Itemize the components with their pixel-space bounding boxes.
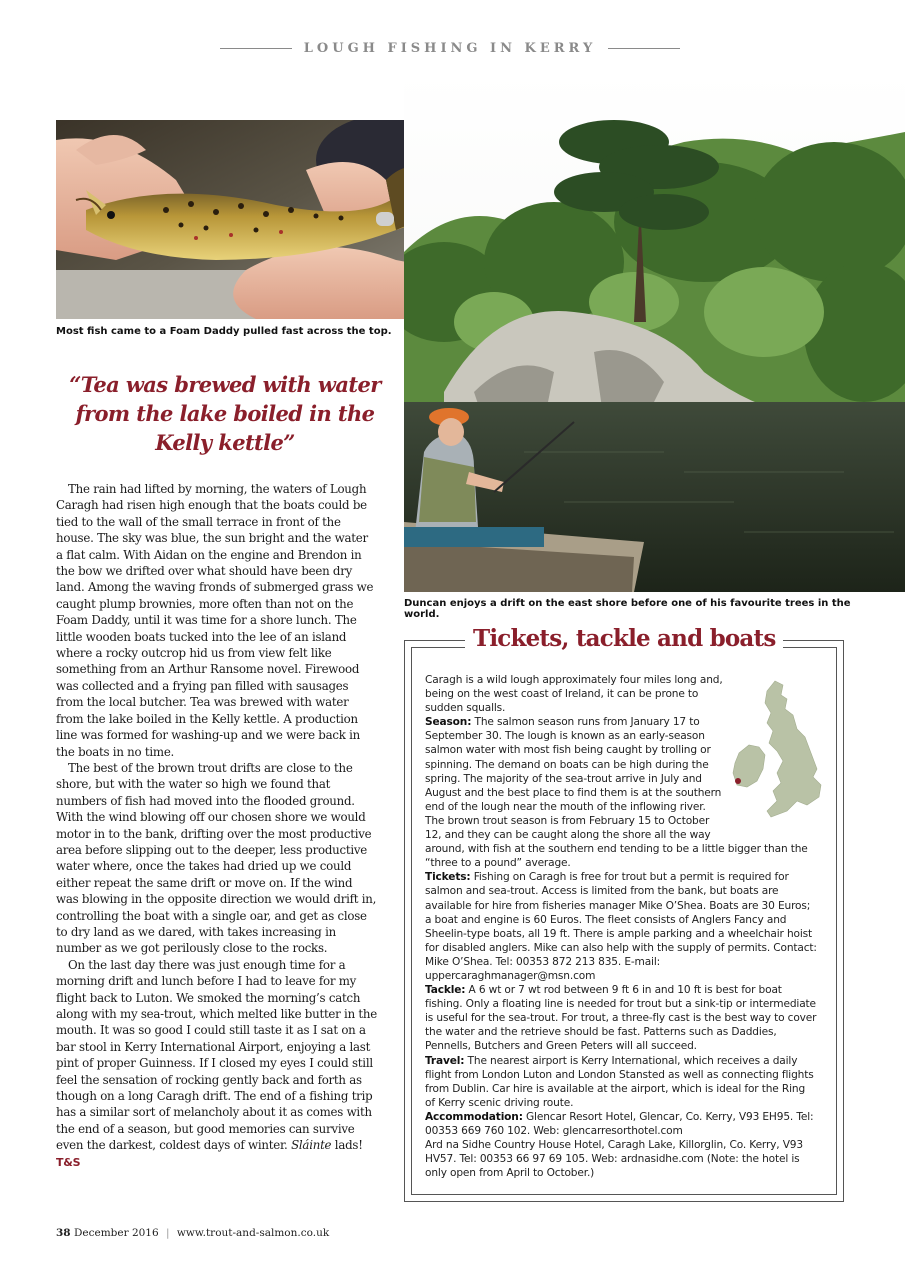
article-paragraph: The rain had lifted by morning, the waters of Lough Caragh had risen high enough that the boats could be tied to the wall of the small terrace in front of the house. The sky was blue, the sun bright and the water a flat calm. With Aidan on the engine and Brendon in the bow we drifted over what should have been dry land. Among the waving fronds of submerged grass we caught plump brownies, more often than not on the Foam Daddy, until it was time for a shore lunch. The little wooden boats tucked into the lee of an island where a rocky outcrop hid us from view felt like something from an Arthur Ransome novel. Firewood was collected and a frying pan filled with sausages from the local butcher. Tea was brewed with water from the lake boiled in the Kelly kettle. A production line was formed for washing-up and we were back in the boats in no time. (56, 482, 374, 759)
article-paragraph (56, 957, 378, 1171)
fish-photo (56, 120, 449, 319)
running-header (220, 38, 680, 58)
info-section (425, 1054, 817, 1110)
info-box-title: Tickets, tackle and boats (465, 625, 783, 652)
info-section-text: Glencar Resort Hotel, Glencar, Co. Kerry, V93 EH95. Tel: 00353 669 760 102. Web: glencarresorthotel.com (425, 1110, 814, 1137)
page-footer (56, 1227, 329, 1239)
pull-quote: “Tea was brewed with water from the lake boiled in the Kelly kettle” (69, 372, 381, 455)
issue-date: December 2016 (73, 1227, 159, 1239)
signoff-rest: lads! (331, 1138, 363, 1153)
info-box-text (425, 673, 817, 1180)
header-rule-right (608, 48, 680, 49)
article-paragraph: The best of the brown trout drifts are close to the shore, but with the water so high we found that numbers of fish had moved into the flooded ground. With the wind blowing off our chosen shore we would motor in to the bank, drifting over the most productive area before slipping out to the deeper, less productive water where, once the takes had dried up we could either repeat the same drift or move on. If the wind was blowing in the opposite direction we would drift in, controlling the boat with a single oar, and get as close to dry land as we dared, with takes increasing in number as we got perilously close to the rocks. (56, 760, 377, 956)
header-rule-left (220, 48, 292, 49)
info-section-label: Accommodation: (425, 1110, 523, 1123)
info-section-label: Travel: (425, 1054, 465, 1067)
info-section-label: Season: (425, 716, 472, 729)
lake-photo (404, 72, 905, 592)
info-section-label: Tackle: (425, 984, 466, 997)
info-section-text: Fishing on Caragh is free for trout but a permit is required for salmon and sea-trout. Access is limited from the bank, but boats are available for hire from fisheries manager Mike O’Shea. Boats are 30 Euros; a boat and engine is 60 Euros. The fleet consists of Anglers Fancy and Sheelin-type boats, all 19 ft. There is ample parking and a wheelchair hoist for disabled anglers. Mike can also help with the supply of permits. Contact: Mike O’Shea. Tel: 00353 872 213 835. E-mail: uppercaraghmanager@msn.com (425, 871, 817, 982)
info-section (425, 1110, 817, 1138)
info-section-label: Tickets: (425, 871, 471, 884)
info-section (425, 983, 817, 1053)
info-box (404, 625, 844, 1202)
info-extra: Ard na Sidhe Country House Hotel, Caragh Lake, Killorglin, Co. Kerry, V93 HV57. Tel: 00353 66 97 69 105. Web: ardnasidhe.com (Note: the hotel is only open from April to October.) (425, 1139, 803, 1180)
ireland-uk-map-icon (727, 673, 827, 833)
lake-photo-caption: Duncan enjoys a drift on the east shore before one of his favourite trees in the world. (404, 598, 851, 620)
info-section-text: The nearest airport is Kerry International, which receives a daily flight from London Luton and London Stansted as well as connecting flights from Dublin. Car hire is available at the airport, which is ideal for the Ring of Kerry scenic driving route. (425, 1054, 814, 1109)
article-body (56, 481, 378, 1171)
info-intro: Caragh is a wild lough approximately four miles long and, being on the west coast of Ireland, it can be prone to sudden squalls. (425, 674, 723, 715)
fish-photo-caption: Most fish came to a Foam Daddy pulled fast across the top. (56, 326, 392, 337)
end-mark: T&S (56, 1155, 81, 1169)
page-number: 38 (56, 1227, 71, 1239)
info-section-text: A 6 wt or 7 wt rod between 9 ft 6 in and 10 ft is best for boat fishing. Only a floating line is needed for trout but a sink-tip or intermediate is useful for the sea-trout. For trout, a three-fly cast is the best way to cover the water and the retrieve should be fast. Patterns such as Daddies, Pennells, Butchers and Green Peters will all succeed. (425, 984, 817, 1053)
header-title: LOUGH FISHING IN KERRY (303, 40, 597, 56)
info-section-text: The salmon season runs from January 17 to September 30. The lough is known as an early-season salmon water with most fish being caught by trolling or spinning. The demand on boats can be high during the spring. The majority of the sea-trout arrive in July and August and the best place to find them is at the southern end of the lough near the mouth of the inflowing river. The brown trout season is from February 15 to October 12, and they can be caught along the shore all the way around, with fish at the southern end tending to be a little bigger than the “three to a pound” average. (425, 716, 808, 870)
website-url: www.trout-and-salmon.co.uk (176, 1227, 330, 1239)
info-section (425, 870, 817, 983)
signoff: Sláinte (291, 1138, 332, 1153)
article-paragraph-text: On the last day there was just enough time for a morning drift and lunch before I had to leave for my flight back to Luton. We smoked the morning’s catch along with my sea-trout, which melted like butter in the mouth. It was so good I could still taste it as I sat on a bar stool in Kerry International Airport, enjoying a last pint of proper Guinness. If I closed my eyes I could still feel the sensation of rocking gently back and forth as though on a long Caragh drift. The end of a fishing trip has a similar sort of melancholy about it as comes with the end of a season, but good memories can survive even the darkest, coldest days of winter. (56, 957, 377, 1153)
footer-divider: | (166, 1227, 170, 1239)
